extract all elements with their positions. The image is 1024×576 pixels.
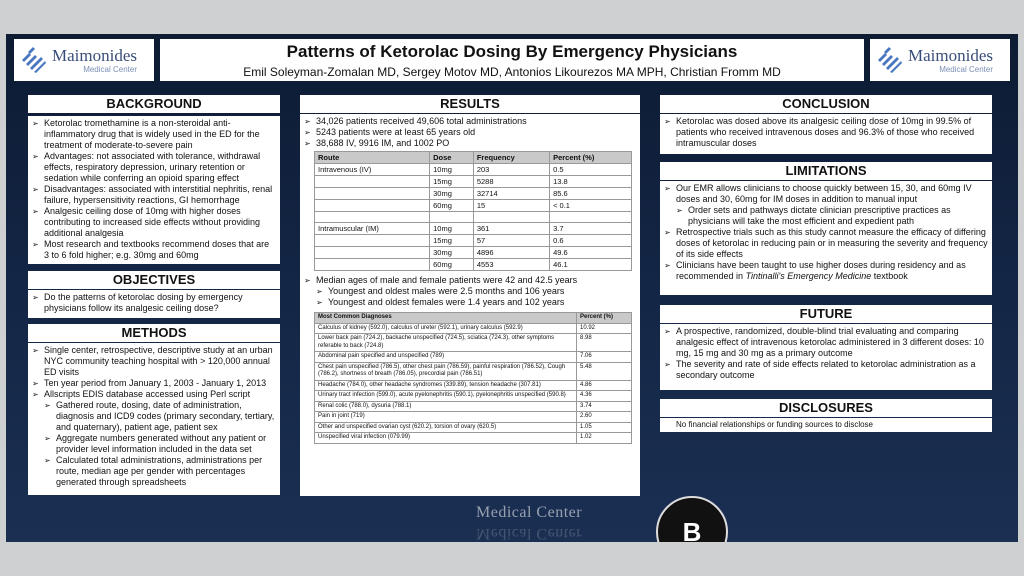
background-item: ➢ Most research and textbooks recommend doses that are 3 to 6 fold higher; e.g. 30mg and 60mg bbox=[32, 239, 276, 261]
results-item: ➢ 38,688 IV, 9916 IM, and 1002 PO bbox=[304, 138, 636, 149]
route-table-cell: < 0.1 bbox=[550, 200, 632, 212]
conclusion-heading: CONCLUSION bbox=[660, 95, 992, 113]
diagnoses-table-row bbox=[315, 412, 632, 423]
results-median: ➢ Median ages of male and female patients were 42 and 42.5 years bbox=[304, 275, 636, 286]
results-item: ➢ 34,026 patients received 49,606 total administrations bbox=[304, 116, 636, 127]
limitations-heading: LIMITATIONS bbox=[660, 162, 992, 180]
route-table-cell: 0.6 bbox=[550, 235, 632, 247]
limitations-item bbox=[664, 260, 988, 282]
route-table-cell: 30mg bbox=[430, 247, 474, 259]
route-table-cell bbox=[430, 212, 474, 223]
diagnoses-table-cell: 7.06 bbox=[577, 352, 632, 363]
route-table-cell: 32714 bbox=[473, 188, 549, 200]
diagnoses-table-header: Most Common Diagnoses bbox=[315, 313, 577, 324]
route-table-cell: 30mg bbox=[430, 188, 474, 200]
diagnoses-table-cell: Urinary tract infection (599.0), acute pyelonephritis (590.1), pyelonephritis unspecified (590.8) bbox=[315, 391, 577, 402]
diagnoses-table-row bbox=[315, 362, 632, 380]
diagnoses-table-row bbox=[315, 323, 632, 334]
route-table-cell: 46.1 bbox=[550, 259, 632, 271]
maimonides-logo-left bbox=[14, 39, 154, 81]
results-panel bbox=[300, 114, 640, 496]
route-table-cell: 203 bbox=[473, 164, 549, 176]
route-table-header: Route bbox=[315, 152, 430, 164]
route-dose-table bbox=[314, 151, 632, 271]
conclusion-panel bbox=[660, 114, 992, 154]
background-sign bbox=[476, 504, 676, 542]
route-table-cell: 13.8 bbox=[550, 176, 632, 188]
objectives-heading: OBJECTIVES bbox=[28, 271, 280, 289]
limitations-text: Clinicians have been taught to use higher doses during residency and as recommended in bbox=[676, 260, 966, 281]
methods-subitem: ➢ Calculated total administrations, administrations per route, median age per gender with percentages generated through spreadsheets bbox=[32, 455, 276, 488]
results-heading: RESULTS bbox=[300, 95, 640, 113]
diagnoses-table-cell: 10.92 bbox=[577, 323, 632, 334]
route-table-cell: 60mg bbox=[430, 200, 474, 212]
diagnoses-table-header: Percent (%) bbox=[577, 313, 632, 324]
route-table-cell: 10mg bbox=[430, 223, 474, 235]
logo-name: Maimonides bbox=[52, 45, 137, 65]
methods-item: ➢ Allscripts EDIS database accessed using Perl script bbox=[32, 389, 276, 400]
route-table-cell: 5288 bbox=[473, 176, 549, 188]
diagnoses-table-row bbox=[315, 433, 632, 444]
route-table-row bbox=[315, 259, 632, 271]
methods-item: ➢ Single center, retrospective, descriptive study at an urban NYC community teaching hospital with > 120,000 annual ED visits bbox=[32, 345, 276, 378]
diagnoses-table-cell: Unspecified viral infection (079.99) bbox=[315, 433, 577, 444]
logo-sub: Medical Center bbox=[83, 64, 137, 74]
advantages-text: Advantages: not associated with tolerance, withdrawal effects, respiratory depression, urinary retention or sedation while conferring an opioid sparing effect bbox=[44, 151, 261, 183]
results-median-sub: ➢ Youngest and oldest males were 2.5 months and 106 years bbox=[304, 286, 636, 297]
background-item: ➢ Ketorolac tromethamine is a non-steroidal anti-inflammatory drug that is widely used in the ED for the treatment of moderate-to-severe pain bbox=[32, 118, 276, 151]
route-table-header: Percent (%) bbox=[550, 152, 632, 164]
route-table-cell: 4553 bbox=[473, 259, 549, 271]
route-table-header: Frequency bbox=[473, 152, 549, 164]
diagnoses-table-cell: Headache (784.0), other headache syndromes (339.89), tension headache (307.81) bbox=[315, 380, 577, 391]
route-table-cell: 10mg bbox=[430, 164, 474, 176]
route-table-cell: 15mg bbox=[430, 235, 474, 247]
route-table-header: Dose bbox=[430, 152, 474, 164]
disclosures-heading: DISCLOSURES bbox=[660, 399, 992, 417]
conclusion-item: ➢ Ketorolac was dosed above its analgesic ceiling dose of 10mg in 99.5% of patients who received intravenous doses and 96.3% of those who received intramuscular doses bbox=[664, 116, 988, 149]
methods-item: ➢ Ten year period from January 1, 2003 - January 1, 2013 bbox=[32, 378, 276, 389]
route-table-cell: 361 bbox=[473, 223, 549, 235]
background-heading: BACKGROUND bbox=[28, 95, 280, 113]
route-table-cell bbox=[315, 188, 430, 200]
diagnoses-table-row bbox=[315, 352, 632, 363]
results-median-sub: ➢ Youngest and oldest females were 1.4 years and 102 years bbox=[304, 297, 636, 308]
nets-logo bbox=[656, 496, 728, 542]
disclosures-panel: No financial relationships or funding sources to disclose bbox=[660, 418, 992, 432]
diagnoses-table-cell: 2.60 bbox=[577, 412, 632, 423]
diagnoses-table-row bbox=[315, 401, 632, 412]
diagnoses-table-cell: Pain in joint (719) bbox=[315, 412, 577, 423]
route-table-row bbox=[315, 164, 632, 176]
title-box bbox=[160, 39, 864, 81]
maimonides-mark-icon bbox=[876, 46, 904, 74]
route-table-row bbox=[315, 212, 632, 223]
diagnoses-table-cell: 1.05 bbox=[577, 422, 632, 433]
limitations-item: ➢ Our EMR allows clinicians to choose quickly between 15, 30, and 60mg IV doses and 30, 60mg for IM doses in addition to manual input bbox=[664, 183, 988, 205]
route-table-cell: 0.5 bbox=[550, 164, 632, 176]
route-table-cell bbox=[315, 235, 430, 247]
diagnoses-table-cell: Other and unspecified ovarian cyst (620.2), torsion of ovary (620.5) bbox=[315, 422, 577, 433]
logo-sub: Medical Center bbox=[939, 64, 993, 74]
diagnoses-table-row bbox=[315, 391, 632, 402]
route-table-cell: 4896 bbox=[473, 247, 549, 259]
diagnoses-table-cell: 1.02 bbox=[577, 433, 632, 444]
limitations-subitem: ➢ Order sets and pathways dictate clinician prescriptive practices as physicians will take the most efficient and expedient path bbox=[664, 205, 988, 227]
diagnoses-table-cell: Calculus of kidney (592.0), calculus of ureter (592.1), urinary calculus (592.9) bbox=[315, 323, 577, 334]
future-heading: FUTURE bbox=[660, 305, 992, 323]
methods-panel bbox=[28, 343, 280, 495]
route-table-row bbox=[315, 235, 632, 247]
logo-name: Maimonides bbox=[908, 45, 993, 65]
route-table-cell bbox=[315, 212, 430, 223]
diagnoses-table-row bbox=[315, 422, 632, 433]
route-table-cell: 15 bbox=[473, 200, 549, 212]
route-table-cell bbox=[550, 212, 632, 223]
route-table-cell: Intravenous (IV) bbox=[315, 164, 430, 176]
objectives-panel bbox=[28, 290, 280, 318]
diagnoses-table-cell: Chest pain unspecified (786.5), other chest pain (786.59), painful respiration (786.52), Cough (786.2), shortness of breath (786.05), precordial pain (786.51) bbox=[315, 362, 577, 380]
limitations-text-end: textbook bbox=[871, 271, 908, 281]
route-table-cell: 3.7 bbox=[550, 223, 632, 235]
route-table-cell bbox=[315, 176, 430, 188]
diagnoses-table-cell: 4.86 bbox=[577, 380, 632, 391]
future-item: ➢ The severity and rate of side effects related to ketorolac administration as a secondary outcome bbox=[664, 359, 988, 381]
limitations-panel bbox=[660, 181, 992, 295]
background-item: ➢ Disadvantages: associated with interstitial nephritis, renal failure, hypersensitivity reactions, GI hemorrhage bbox=[32, 184, 276, 206]
route-table-cell bbox=[315, 259, 430, 271]
diagnoses-table-row bbox=[315, 334, 632, 352]
diagnoses-table bbox=[314, 312, 632, 444]
diagnoses-table-cell: 5.48 bbox=[577, 362, 632, 380]
diagnoses-table-cell: 8.98 bbox=[577, 334, 632, 352]
future-item: ➢ A prospective, randomized, double-blind trial evaluating and comparing analgesic effect of intravenous ketorolac administered in 3 different doses: 10 mg, 15 mg and 30 mg as a primary outcome bbox=[664, 326, 988, 359]
background-item bbox=[32, 151, 276, 184]
methods-subitem: ➢ Aggregate numbers generated without any patient or provider level information included in the data set bbox=[32, 433, 276, 455]
diagnoses-table-cell: 4.36 bbox=[577, 391, 632, 402]
route-table-cell: 49.6 bbox=[550, 247, 632, 259]
route-table-cell: 85.6 bbox=[550, 188, 632, 200]
nets-letter: B bbox=[682, 516, 702, 542]
diagnoses-table-row bbox=[315, 380, 632, 391]
diagnoses-table-cell: 3.74 bbox=[577, 401, 632, 412]
poster-authors: Emil Soleyman-Zomalan MD, Sergey Motov MD, Antonios Likourezos MA MPH, Christian Fromm MD bbox=[243, 65, 781, 79]
route-table-row bbox=[315, 200, 632, 212]
background-item: ➢ Analgesic ceiling dose of 10mg with higher doses contributing to increased side effects without providing additional analgesia bbox=[32, 206, 276, 239]
route-table-cell: 57 bbox=[473, 235, 549, 247]
methods-subitem: ➢ Gathered route, dosing, date of administration, diagnosis and ICD9 codes (primary secondary, tertiary, and quaternary), patient age, patient sex bbox=[32, 400, 276, 433]
route-table-cell bbox=[315, 247, 430, 259]
route-table-row bbox=[315, 223, 632, 235]
poster-title: Patterns of Ketorolac Dosing By Emergency Physicians bbox=[286, 42, 738, 61]
diagnoses-table-cell: Lower back pain (724.2), backache unspecified (724.5), sciatica (724.3), other symptoms referable to back (724.8) bbox=[315, 334, 577, 352]
route-table-cell: 15mg bbox=[430, 176, 474, 188]
future-panel bbox=[660, 324, 992, 390]
route-table-row bbox=[315, 176, 632, 188]
sign-text: Medical Center bbox=[476, 504, 583, 521]
sign-reflection: Medical Center bbox=[476, 525, 583, 542]
diagnoses-table-cell: Abdominal pain specified and unspecified (789) bbox=[315, 352, 577, 363]
route-table-cell: Intramuscular (IM) bbox=[315, 223, 430, 235]
diagnoses-table-cell: Renal colic (788.0), dysuria (788.1) bbox=[315, 401, 577, 412]
background-panel bbox=[28, 116, 280, 264]
route-table-row bbox=[315, 247, 632, 259]
maimonides-logo-right bbox=[870, 39, 1010, 81]
route-table-cell bbox=[473, 212, 549, 223]
maimonides-mark-icon bbox=[20, 46, 48, 74]
route-table-cell: 60mg bbox=[430, 259, 474, 271]
route-table-cell bbox=[315, 200, 430, 212]
objectives-item: ➢ Do the patterns of ketorolac dosing by emergency physicians follow its analgesic ceiling dose? bbox=[32, 292, 276, 314]
results-item: ➢ 5243 patients were at least 65 years old bbox=[304, 127, 636, 138]
route-table-row bbox=[315, 188, 632, 200]
limitations-item: ➢ Retrospective trials such as this study cannot measure the efficacy of differing doses of ketorolac in reducing pain or in measuring the severity and frequency of its side effects bbox=[664, 227, 988, 260]
textbook-title: Tintinalli's Emergency Medicine bbox=[745, 271, 872, 281]
methods-heading: METHODS bbox=[28, 324, 280, 342]
